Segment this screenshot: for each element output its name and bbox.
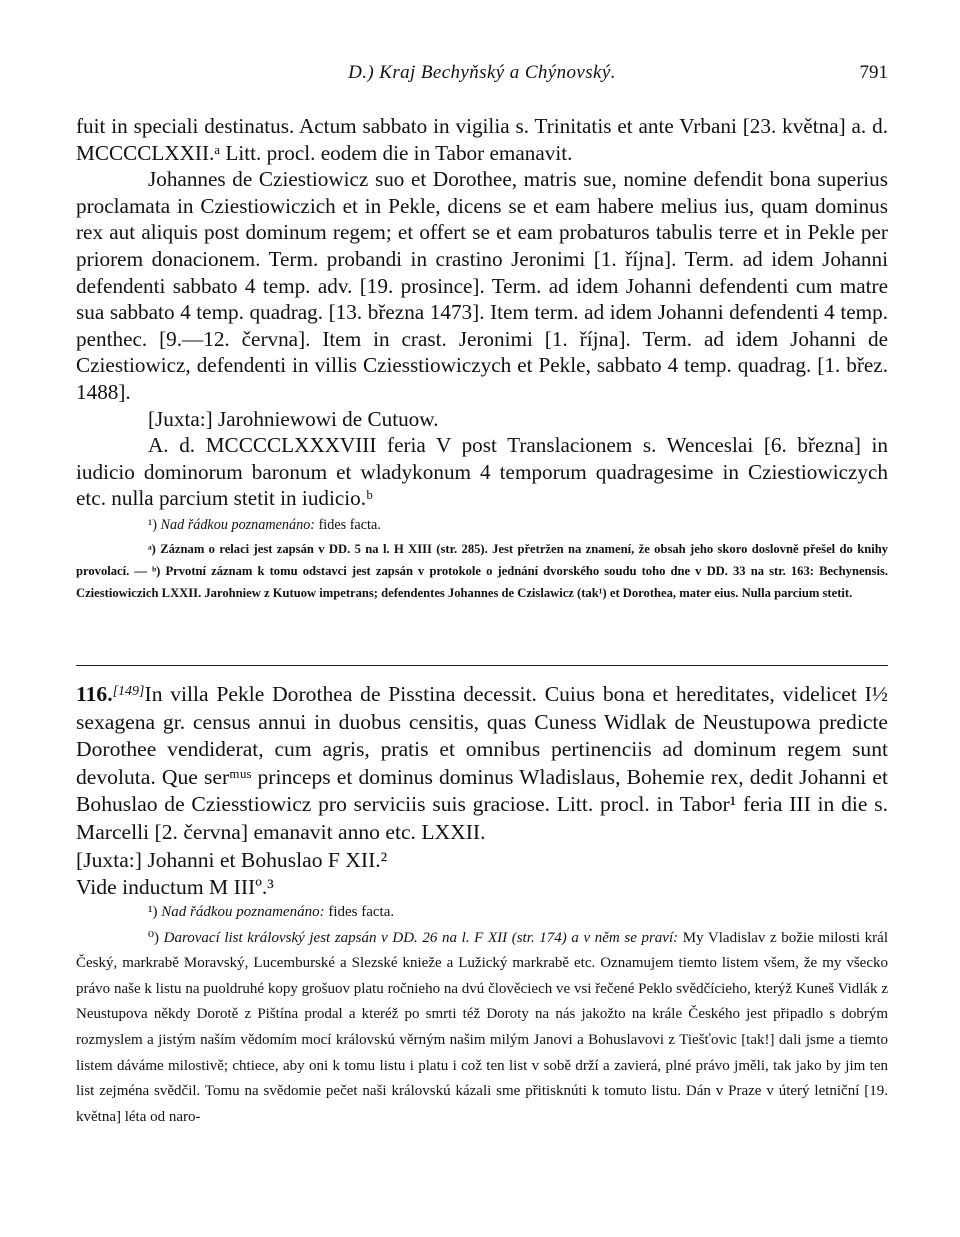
- entry-ref: [149]: [112, 684, 145, 699]
- page-number: 791: [859, 62, 888, 83]
- footnote-label: Darovací list královský jest zapsán v DD. 26 na l. F XII (str. 174) a v něm se praví:: [163, 929, 679, 946]
- juxta-line-1: [Juxta:] Jarohniewowi de Cutuow.: [148, 406, 439, 431]
- footnote-label: Nad řádkou poznamenáno:: [161, 904, 325, 920]
- footnote-mark: ¹): [148, 904, 158, 920]
- entry-116: [76, 678, 888, 902]
- footnotes-lower: [76, 900, 888, 1130]
- entry-vide: Vide inductum M IIIº.³: [76, 875, 274, 900]
- running-head: [76, 62, 888, 86]
- upper-text: [76, 113, 888, 604]
- entry-juxta: [Juxta:] Johanni et Bohuslao F XII.²: [76, 847, 388, 872]
- footnote-text: fides facta.: [318, 516, 381, 533]
- entry-number: 116.: [76, 682, 113, 706]
- entry-text: In villa Pekle Dorothea de Pisstina decessit. Cuius bona et hereditates, videlicet I½ sexagena gr. census annui in duobus censitis, quas Cuness Widlak de Neustupowa predicte Dorothee vendiderat, cum agris, pratis et omnibus pertinenciis ad dominum regem sunt devoluta. Que serᵐᵘˢ princeps et dominus dominus Wladislaus, Bohemie rex, dedit Johanni et Bohuslao de Cziesstiowicz pro serviciis suis graciose. Litt. procl. in Tabor¹ feria III in die s. Marcelli [2. června] emanavit anno etc. LXXII.: [76, 682, 888, 844]
- paragraph-feria: A. d. MCCCCLXXXVIII feria V post Translacionem s. Wenceslai [6. března] in iudicio dominorum baronum et wladykonum 4 temporum quadragesime in Cziestiowiczych etc. nulla parcium stetit in iudicio.ᵇ: [76, 433, 888, 511]
- footnote-label: Nad řádkou poznamenáno:: [160, 516, 316, 533]
- footnote-0-lower: [76, 926, 888, 1131]
- footnote-mark: ⁰): [148, 929, 160, 946]
- footnote-1-lower: [76, 900, 888, 926]
- running-head-title: D.) Kraj Bechyňský a Chýnovský.: [348, 62, 616, 83]
- footnote-1-upper: [76, 514, 888, 536]
- editorial-notes-a-b: ᵃ) Záznam o relaci jest zapsán v DD. 5 na l. H XIII (str. 285). Jest přetržen na znamení, že obsah jeho skoro doslovně přešel do knihy provolací. — ᵇ) Prvotní záznam k tomu odstavci jest zapsán v protokole o jednání dvorského soudu toho dne v DD. 33 na str. 163: Bechynensis. Cziestiowiczich LXXII. Jarohniew z Kutuow impetrans; defendentes Johannes de Czislawicz (tak¹) et Dorothea, mater eius. Nulla parcium stetit.: [76, 541, 888, 600]
- footnote-text: fides facta.: [328, 904, 395, 920]
- paragraph-actum: fuit in speciali destinatus. Actum sabbato in vigilia s. Trinitatis et ante Vrbani [23. května] a. d. MCCCCLXXII.ᵃ Litt. procl. eodem die in Tabor emanavit.: [76, 114, 888, 165]
- section-divider: [76, 665, 888, 666]
- footnote-mark: ¹): [148, 516, 157, 533]
- footnote-text: My Vladislav z božie milosti král Český, markrabě Moravský, Lucemburské a Slezské knieže a Lužický markrabě etc. Oznamujem tiemto listem všem, že my všecko právo naše k listu na puoldruhé kopy grošuov platu ročnieho na dvú člověciech ve vsi řečené Peklo svědčícieho, kterýž Kuneš Vidlák z Neustupova někdy Dorotě z Pištína prodal a kteréž po smrti též Doroty na nás jakožto na krále Českého jest připadlo s dobrým rozmyslem a jistým naším vědomím mocí královskú věrným našim milým Janovi a Bohuslavovi z Tiešťovic [tak!] dali jsme a tiemto listem dáváme milostivě; chtiece, aby oni k tomu listu i platu i což ten list v sobě drží a zavierá, plné právo jměli, tak jako by jim ten list zejména svědčil. Tomu na svědomie pečet naši královskú kázali sme přitisknúti k tomuto listu. Dán v Praze v úterý letniční [19. května] léta od naro-: [76, 929, 889, 1125]
- paragraph-defendit: Johannes de Cziestiowicz suo et Dorothee, matris sue, nomine defendit bona superius proclamata in Cziestiowiczich et in Pekle, dicens se et eam habere melius ius, quam dominus rex aut aliquis post dominum regem; et offert se et eam probaturos tabulis terre et in Pekle per priorem donacionem. Term. probandi in crastino Jeronimi [1. října]. Term. ad idem Johanni defendenti sabbato 4 temp. adv. [19. prosince]. Term. ad idem Johanni defendenti cum matre sua sabbato 4 temp. quadrag. [13. března 1473]. Item term. ad idem Johanni defendenti 4 temp. penthec. [9.—12. června]. Item in crast. Jeronimi [1. října]. Term. ad idem Johanni de Cziestiowicz, defendenti in villis Cziesstiowiczych et Pekle, sabbato 4 temp. quadrag. [1. břez. 1488].: [76, 167, 888, 404]
